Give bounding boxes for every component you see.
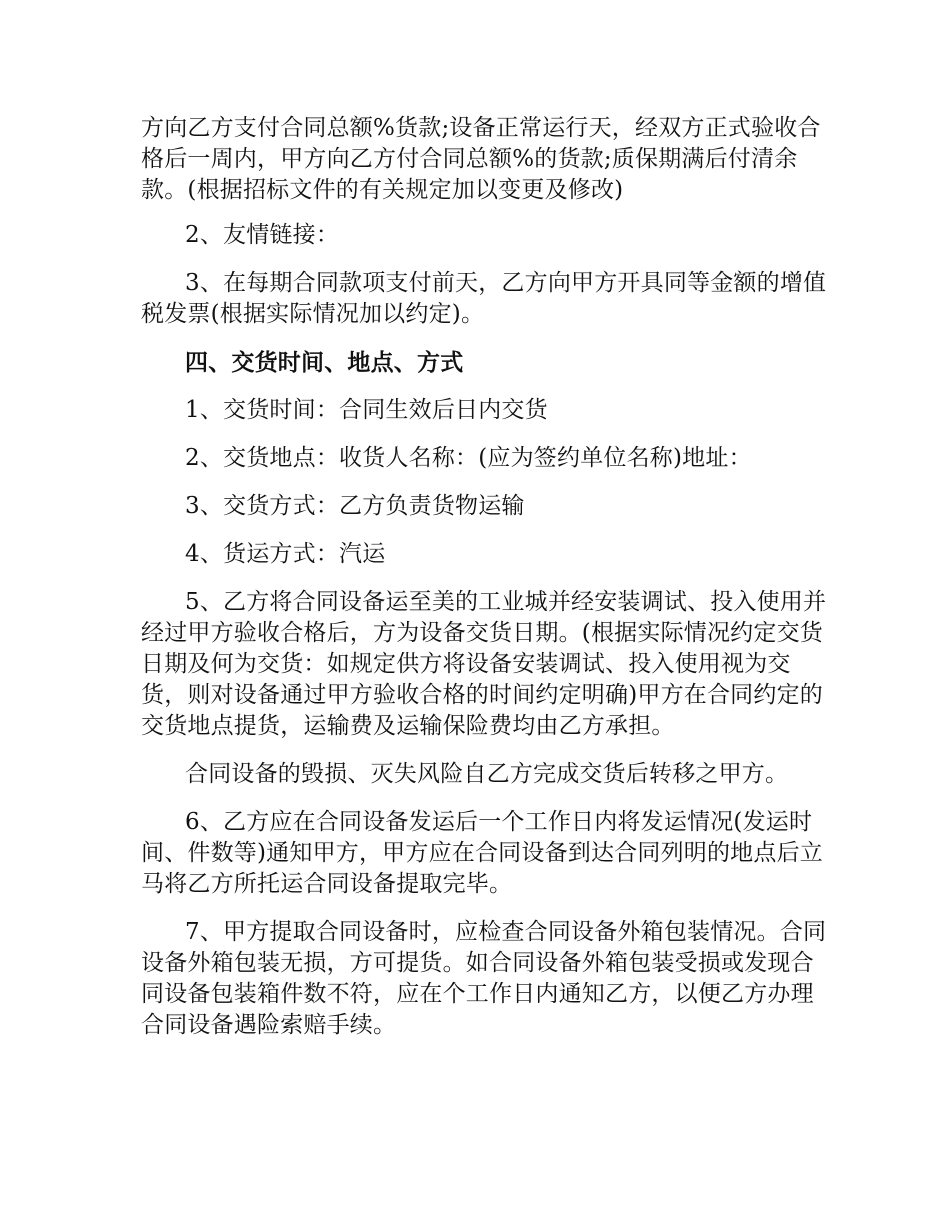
- paragraph-item-7-inspection: 7、甲方提取合同设备时，应检查合同设备外箱包装情况。合同设备外箱包装无损，方可提货。如合同设备外箱包装受损或发现合同设备包装箱件数不符，应在个工作日内通知乙方，以便乙方办理合同设备遇险索赔手续。: [141, 919, 827, 1038]
- paragraph-delivery-place: 2、交货地点：收货人名称：(应为签约单位名称)地址：: [185, 445, 752, 471]
- paragraph-item-2-links: 2、友情链接：: [185, 222, 340, 248]
- paragraph-risk-transfer: 合同设备的毁损、灭失风险自乙方完成交货后转移之甲方。: [185, 761, 789, 787]
- paragraph-item-5-delivery-date: 5、乙方将合同设备运至美的工业城并经安装调试、投入使用并经过甲方验收合格后，方为设备交货日期。(根据实际情况约定交货日期及何为交货：如规定供方将设备安装调试、投入使用视为交货，则对设备通过甲方验收合格的时间约定明确)甲方在合同约定的交货地点提货，运输费及运输保险费均由乙方承担。: [141, 589, 827, 739]
- paragraph-transport-method: 4、货运方式：汽运: [185, 541, 386, 567]
- paragraph-delivery-method: 3、交货方式：乙方负责货物运输: [185, 493, 525, 519]
- paragraph-payment-terms: 方向乙方支付合同总额%货款;设备正常运行天，经双方正式验收合格后一周内，甲方向乙方付合同总额%的货款;质保期满后付清余款。(根据招标文件的有关规定加以变更及修改): [141, 115, 821, 203]
- section-heading-delivery: 四、交货时间、地点、方式: [185, 349, 464, 376]
- document-body: [141, 113, 831, 1058]
- paragraph-delivery-time: 1、交货时间：合同生效后日内交货: [185, 397, 548, 423]
- paragraph-item-3-invoice: 3、在每期合同款项支付前天，乙方向甲方开具同等金额的增值税发票(根据实际情况加以约定)。: [141, 270, 827, 327]
- paragraph-item-6-shipping-notice: 6、乙方应在合同设备发运后一个工作日内将发运情况(发运时间、件数等)通知甲方，甲方应在合同设备到达合同列明的地点后立马将乙方所托运合同设备提取完毕。: [141, 809, 823, 897]
